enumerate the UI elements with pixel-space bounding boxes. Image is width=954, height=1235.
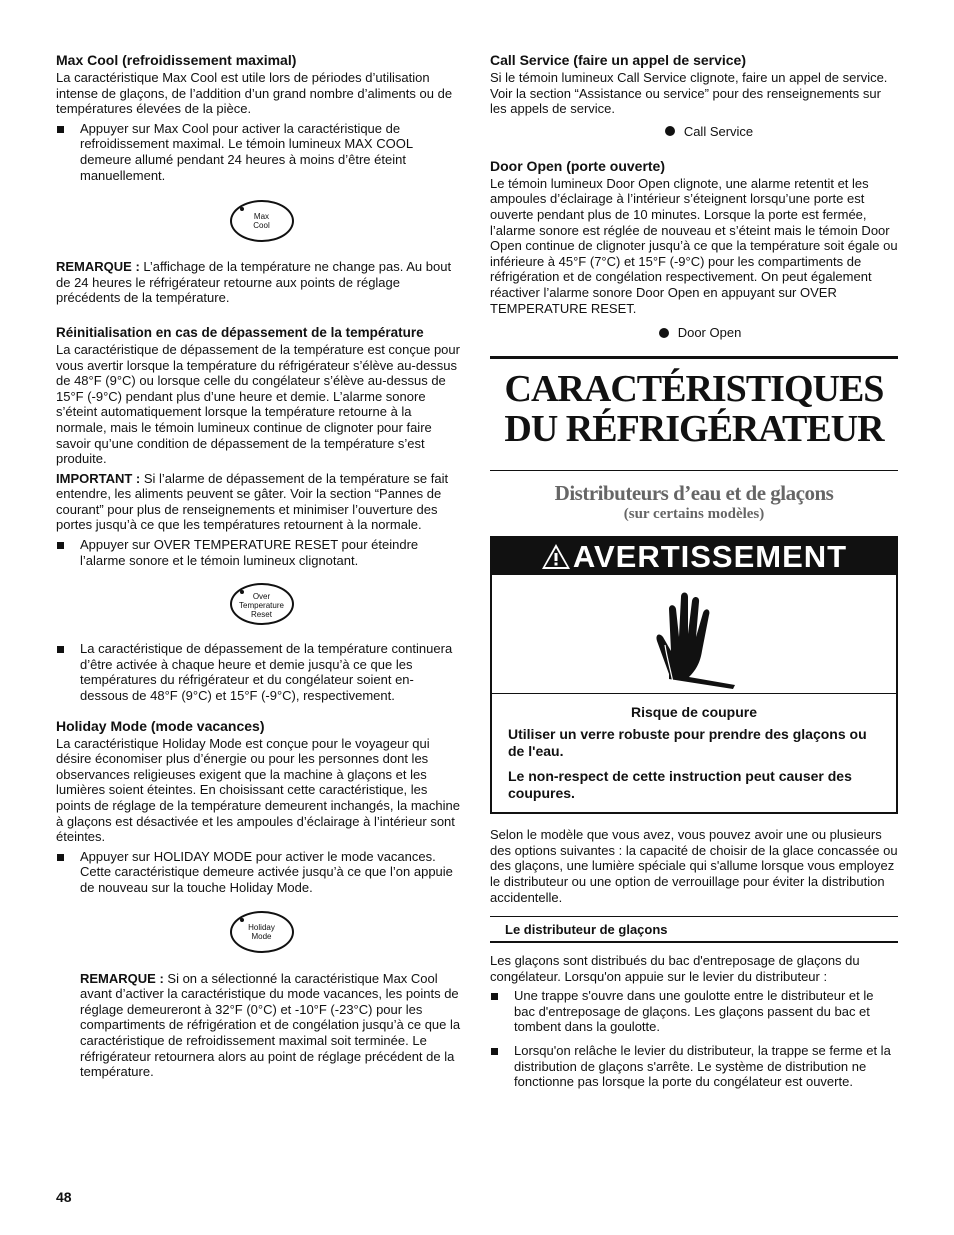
page-number: 48 <box>56 1189 72 1205</box>
holiday-bullet: Appuyer sur HOLIDAY MODE pour activer le mode vacances. Cette caractéristique demeure activée jusqu’à ce que l’on appuie de nouveau sur la touche Holiday Mode. <box>56 849 461 896</box>
max-cool-heading: Max Cool (refroidissement maximal) <box>56 52 297 68</box>
note-label: REMARQUE : <box>80 970 164 986</box>
subsection-title: Distributeurs d’eau et de glaçons <box>554 481 834 506</box>
reset-button-label-1: Over <box>252 592 271 602</box>
holiday-button-wrap <box>56 911 461 953</box>
call-service-indicator <box>490 124 898 139</box>
warning-risk-title: Risque de coupure <box>630 704 758 721</box>
reset-bullet-1: Appuyer sur OVER TEMPERATURE RESET pour éteindre l’alarme sonore et le témoin lumineux clignotant. <box>56 537 461 568</box>
max-cool-bullet: Appuyer sur Max Cool pour activer la caractéristique de refroidissement maximal. Le témoin lumineux MAX COOL demeure allumé pendant 24 heures à moins d’être éteint manuellement. <box>56 121 461 183</box>
max-cool-button[interactable] <box>230 200 294 242</box>
indicator-dot-icon <box>240 207 244 211</box>
call-service-heading: Call Service (faire un appel de service) <box>490 52 747 68</box>
indicator-light-icon <box>665 126 675 136</box>
indicator-dot-icon <box>240 918 244 922</box>
important-note <box>56 471 461 533</box>
max-cool-button-label-2: Cool <box>253 221 270 231</box>
section-title-line-1: CARACTÉRISTIQUES <box>504 368 884 411</box>
max-cool-paragraph: La caractéristique Max Cool est utile lors de périodes d’utilisation intense de glaçons, de l’addition d’un grand nombre d’aliments ou de températures élevées de la pièce. <box>56 70 453 117</box>
note-label: REMARQUE : <box>56 259 140 275</box>
section-title <box>490 369 898 449</box>
dispenser-intro: Selon le modèle que vous avez, vous pouvez avoir une ou plusieurs des options suivantes : la capacité de choisir de la glace concassée ou des glaçons, une lumière spéciale qui s'allume lorsque vous employez le distributeur ou une option de verrouillage pour éviter la distribution accidentelle. <box>490 827 898 905</box>
holiday-button-label-2: Mode <box>251 931 272 941</box>
subsection-note: (sur certains modèles) <box>623 506 765 523</box>
door-open-paragraph: Le témoin lumineux Door Open clignote, une alarme retentit et les ampoules d’éclairage à l’intérieur s’éteignent lorsqu’une porte est ouverte pendant plus de 10 minutes. Lorsque la porte est fermée, l’alarme sonore est réglée de nouveau et s’éteint mais le témoin Door Open continue de clignoter jusqu’à ce que la température soit égale ou inférieure à 45°F (7°C) et 15°F (-9°C) pour les compartiments de réfrigération et de congélation respectivement. On peut également réactiver l’alarme sonore Door Open en appuyant sur OVER TEMPERATURE RESET. <box>490 175 898 316</box>
reset-button-label-3: Reset <box>251 610 272 620</box>
cut-hazard-hand-icon <box>492 575 896 694</box>
section-top-rule <box>490 356 898 359</box>
warning-triangle-icon <box>541 543 571 570</box>
call-service-indicator-label: Call Service <box>683 123 754 139</box>
over-temperature-reset-button[interactable] <box>230 583 294 625</box>
call-service-paragraph: Si le témoin lumineux Call Service clignote, faire un appel de service. Voir la section “Assistance ou service” pour des renseignements sur les appels de service. <box>490 70 888 117</box>
indicator-light-icon <box>659 328 669 338</box>
holiday-mode-button[interactable] <box>230 911 294 953</box>
warning-header-label: AVERTISSEMENT <box>572 538 848 574</box>
ice-paragraph: Les glaçons sont distribués du bac d'entreposage de glaçons du congélateur. Lorsqu'on appuie sur le levier du distributeur : <box>490 953 860 984</box>
door-open-indicator-label: Door Open <box>677 325 742 341</box>
hand-icon <box>649 579 739 689</box>
holiday-paragraph: La caractéristique Holiday Mode est conçue pour le voyageur qui désire économiser plus d’énergie ou pour les personnes dont les observances religieuses exigent que la machine à glaçons et les lumières soient éteintes. En choisissant cette caractéristique, les points de réglage de la température demeurent inchangés, la machine à glaçons est désactivée et les ampoules d’éclairage à l’intérieur sont éteintes. <box>56 735 460 845</box>
important-label: IMPORTANT : <box>56 470 141 486</box>
ice-bullet-2: Lorsqu'on relâche le levier du distributeur, la trappe se ferme et la distribution de glaçons s'arrête. Le système de distribution ne fonctionne pas lorsque la porte du congélateur est ouverte. <box>490 1043 898 1090</box>
warning-body <box>492 694 896 812</box>
note-text: L’affichage de la température ne change pas. Au bout de 24 heures le réfrigérateur retourne aux points de réglage précédents de la température. <box>56 259 452 306</box>
reset-bullet-2: La caractéristique de dépassement de la température continuera d’être activée à chaque heure et demie jusqu’à ce que les températures du réfrigérateur et du congélateur soient en-dessous de 48°F (9°C) et 15°F (-9°C), respectivement. <box>56 641 461 703</box>
max-cool-button-wrap <box>56 200 461 242</box>
important-text: Si l’alarme de dépassement de la température se fait entendre, les aliments peuvent se gâter. Voir la section “Pannes de courant” pour plus de renseignements et minimiser l’ouverture des portes jusqu’à ce que les températures retournent à la normale. <box>56 470 449 533</box>
holiday-heading: Holiday Mode (mode vacances) <box>56 717 265 734</box>
ice-bullet-1: Une trappe s'ouvre dans une goulotte entre le distributeur et le bac d'entreposage de glaçons. Les glaçons passent du bac et tombent dans la goulotte. <box>490 988 898 1035</box>
warning-consequence: Le non-respect de cette instruction peut causer des coupures. <box>508 768 852 802</box>
warning-instruction: Utiliser un verre robuste pour prendre des glaçons ou de l'eau. <box>508 726 867 760</box>
max-cool-note <box>56 259 461 306</box>
warning-header <box>492 538 896 575</box>
max-cool-button-label-1: Max <box>253 212 270 222</box>
holiday-note <box>56 971 461 1080</box>
indicator-dot-icon <box>240 590 244 594</box>
ice-dispenser-heading: Le distributeur de glaçons <box>490 917 898 943</box>
reset-button-label-2: Temperature <box>239 601 284 611</box>
note-text: Si on a sélectionné la caractéristique Max Cool avant d’activer la caractéristique du mode vacances, les points de réglage demeureront à 32°F (0°C) et -10°F (-23°C) pour les compartiments de réfrigération et de congélation jusqu’à ce que la caractéristique de refroidissement maximal soit terminée. Le réfrigérateur retournera alors au point de réglage précédent de la température. <box>80 970 461 1080</box>
reset-paragraph: La caractéristique de dépassement de la température est conçue pour vous avertir lorsque la température du réfrigérateur s’élève au-dessus de 48°F (9°C) ou lorsque celle du congélateur s’élève au-dessus de 15°F (-9°C) pendant plus d’une heure et demie. L’alarme sonore s’éteint automatiquement lorsque la température retourne à la normale, mais le témoin lumineux continue de clignoter pour faire savoir qu’une condition de dépassement de la température s’est produite. <box>56 341 460 467</box>
holiday-button-label-1: Holiday <box>248 922 275 932</box>
reset-button-wrap <box>56 583 461 625</box>
left-column <box>56 52 461 1080</box>
section-bottom-rule <box>490 470 898 471</box>
warning-box <box>490 536 898 814</box>
door-open-indicator <box>490 325 898 340</box>
section-title-line-2: DU RÉFRIGÉRATEUR <box>504 408 884 451</box>
right-column <box>490 52 898 1090</box>
door-open-heading: Door Open (porte ouverte) <box>490 157 666 174</box>
reset-heading: Réinitialisation en cas de dépassement de la température <box>56 324 424 340</box>
